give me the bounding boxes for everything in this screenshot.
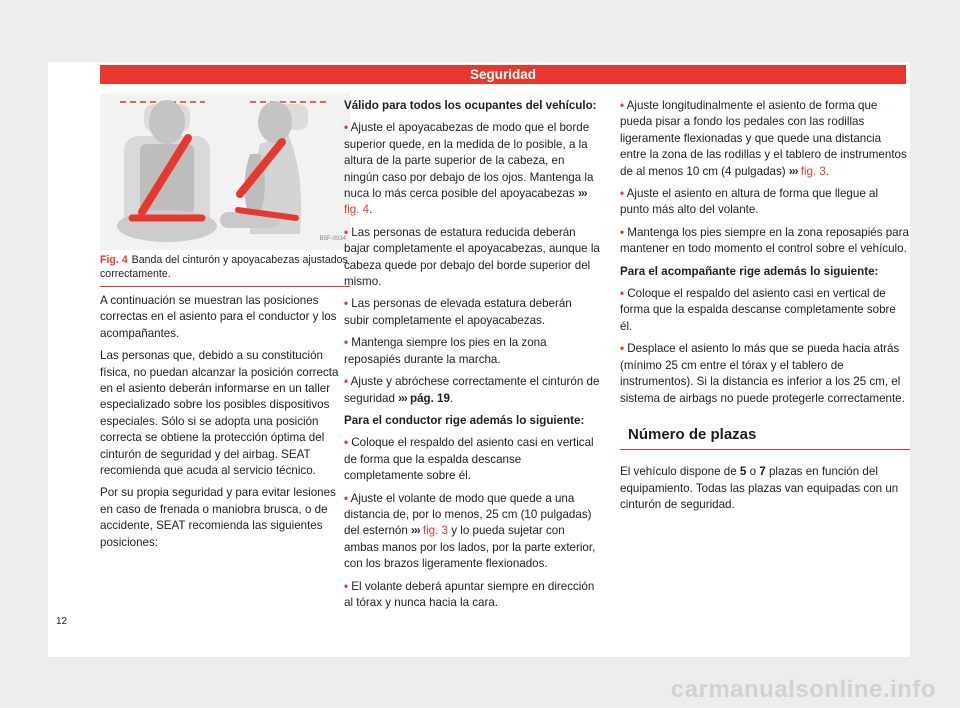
figure-reference-link[interactable]: fig. 3 <box>800 164 826 178</box>
manual-page <box>48 62 910 657</box>
bullet-icon: • <box>620 287 625 301</box>
bullet-item: • Coloque el respaldo del asiento casi en vertical de forma que la espalda descanse completamente sobre él. <box>344 436 594 483</box>
subheading: Para el conductor rige además lo siguiente: <box>344 413 585 427</box>
reference-arrows-icon: ››› <box>577 187 587 201</box>
bullet-item: • El volante deberá apuntar siempre en dirección al tórax y nunca hacia la cara. <box>344 579 595 609</box>
seat-occupant-illustration <box>100 94 350 250</box>
bullet-item: • Ajuste y abróchese correctamente el cinturón de seguridad ››› pág. 19. <box>344 375 600 405</box>
figure-caption-label: Fig. 4 <box>100 254 128 266</box>
reference-arrows-icon: ››› <box>411 524 420 538</box>
bullet-icon: • <box>344 225 349 239</box>
bullet-item: • Coloque el respaldo del asiento casi en vertical de forma que la espalda descanse completamente sobre él. <box>620 287 896 333</box>
figure-code: B5F-0934 <box>319 235 346 242</box>
reference-arrows-icon: ››› <box>788 164 798 178</box>
figure-caption-text: Banda del cinturón y apoyacabezas ajustados correctamente. <box>100 254 348 280</box>
bullet-icon: • <box>620 187 625 201</box>
bullet-icon: • <box>344 436 349 450</box>
bullet-item: • Desplace el asiento lo más que se pueda hacia atrás (mínimo 25 cm entre el tórax y el tablero de instrumentos). Si la distancia es inferior a los 25 cm, el sistema de airbags no puede protegerle correctamente. <box>620 342 905 405</box>
bullet-item: • Las personas de elevada estatura deberán subir completamente el apoyacabezas. <box>344 297 572 327</box>
paragraph: El vehículo dispone de 5 o 7 plazas en función del equipamiento. Todas las plazas van equipadas con un cinturón de seguridad. <box>620 465 899 512</box>
bullet-icon: • <box>344 491 349 505</box>
figure-reference-link[interactable]: fig. 3 <box>422 524 449 538</box>
figure-caption <box>100 254 350 287</box>
bullet-icon: • <box>344 579 349 593</box>
bullet-item: • Ajuste longitudinalmente el asiento de forma que pueda pisar a fondo los pedales con las rodillas ligeramente flexionadas y que quede una distancia entre la zona de las rodillas y el tablero de instrumentos de al menos 10 cm (4 pulgadas) ››› fig. 3. <box>620 99 907 178</box>
bullet-icon: • <box>344 336 349 350</box>
column-2 <box>344 98 600 617</box>
bullet-item: • Las personas de estatura reducida deberán bajar completamente el apoyacabezas, aunque la cabeza quede por debajo del borde superior del mismo. <box>344 225 600 289</box>
bullet-item: • Ajuste el asiento en altura de forma que llegue al punto más alto del volante. <box>620 187 879 217</box>
paragraph: A continuación se muestran las posiciones correctas en el asiento para el conductor y los acompañantes. <box>100 294 337 340</box>
page-reference-link[interactable]: pág. 19 <box>409 391 450 405</box>
section-header <box>100 65 906 84</box>
watermark: carmanualsonline.info <box>670 676 936 703</box>
column-3 <box>620 98 910 520</box>
paragraph: Las personas que, debido a su constitución física, no puedan alcanzar la posición correcta en el asiento deberán informarse en un taller especializado sobre los posibles dispositivos especiales. Sólo si se adopta una posición correcta se obtiene la protección óptima del cinturón de seguridad y del airbag. SEAT recomienda que acuda al servicio técnico. <box>100 349 339 478</box>
bullet-icon: • <box>620 225 625 239</box>
bullet-icon: • <box>620 342 625 356</box>
paragraph: Por su propia seguridad y para evitar lesiones en caso de frenada o maniobra brusca, o de accidente, SEAT recomienda las siguientes posiciones: <box>100 486 336 549</box>
bullet-icon: • <box>344 297 349 311</box>
subheading: Para el acompañante rige además lo siguiente: <box>620 264 879 278</box>
section-header-title: Seguridad <box>469 67 536 82</box>
bullet-item: • Ajuste el apoyacabezas de modo que el borde superior quede, en la medida de lo posible, a la altura de la parte superior de la cabeza, en ningún caso por debajo de los ojos. Mantenga la nuca lo más cerca posible del apoyacabezas ››› fig. 4. <box>344 121 594 217</box>
figure-reference-link[interactable]: fig. 4 <box>344 203 370 217</box>
seat-belt-figure <box>100 94 350 250</box>
bullet-icon: • <box>344 121 349 135</box>
bullet-icon: • <box>620 99 625 112</box>
subheading: Válido para todos los ocupantes del vehículo: <box>344 99 597 112</box>
reference-arrows-icon: ››› <box>398 391 407 405</box>
bullet-icon: • <box>344 375 349 389</box>
bullet-item: • Mantenga los pies siempre en la zona reposapiés para mantener en todo momento el control sobre el vehículo. <box>620 225 909 256</box>
page-number: 12 <box>56 616 68 627</box>
column-1 <box>100 94 350 557</box>
bullet-item: • Ajuste el volante de modo que quede a una distancia de, por lo menos, 25 cm (10 pulgadas) del esternón ››› fig. 3 y lo pueda sujetar con ambas manos por los lados, por la parte exterior, con los brazos ligeramente flexionados. <box>344 491 596 571</box>
bullet-item: • Mantenga siempre los pies en la zona reposapiés durante la marcha. <box>344 336 547 366</box>
section-title: Número de plazas <box>620 427 910 450</box>
